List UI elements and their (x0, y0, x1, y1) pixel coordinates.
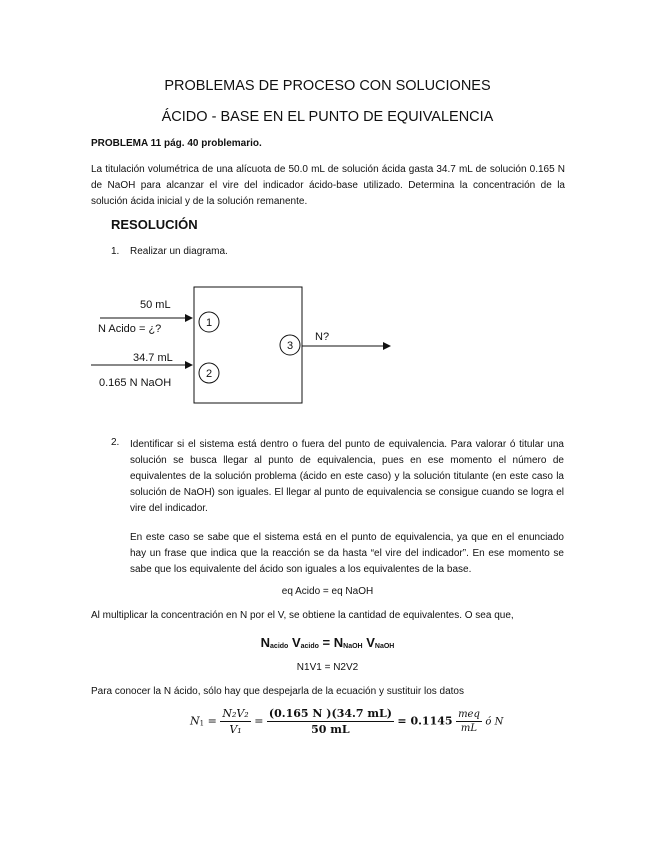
fraction-unit: $\frac{\text{meq}}{mL}$ (458, 709, 480, 734)
page-title-line-1: PROBLEMAS DE PROCESO CON SOLUCIONES (164, 78, 491, 94)
input-1-volume: 50 mL (140, 299, 171, 311)
resolution-heading: RESOLUCIÓN (111, 217, 198, 232)
input-1-label: N Acido = ¿? (98, 323, 162, 335)
input-2-volume: 34.7 mL (133, 352, 173, 364)
problem-label: PROBLEMA 11 pág. 40 problemario. (91, 138, 262, 149)
problem-statement: La titulación volumétrica de una alícuota de 50.0 mL de solución ácida gasta 34.7 mL de solución 0.165 N de NaOH para alcanzar el vire del indicador ácido-base utilizado. Determina la concentración de la solución ácida inicial y de la solución remanente. (91, 164, 565, 207)
stream-node-3-label: 3 (286, 340, 294, 352)
big-equation: $N_{acido}$ $V_{acido} = N_{NaOH}$ $V_{NaOH}$ (260, 635, 395, 650)
process-diagram (0, 270, 655, 420)
input-2-label: 0.165 N NaOH (99, 377, 172, 389)
multiply-text: Al multiplicar la concentración en N por el V, se obtiene la cantidad de equivalentes. O sea que, (91, 610, 514, 621)
step-2-paragraph-2: En este caso se sabe que el sistema está en el punto de equivalencia, ya que en el enunciado hay un frase que indica que la reacción se da hasta “el vire del indicador”. En ese momento se sabe que los equivalente del ácido son iguales a los equivalentes de la base. (130, 532, 564, 575)
step-1-number: 1. (111, 246, 120, 257)
step-2-paragraph-1: Identificar si el sistema está dentro o fuera del punto de equivalencia. Para valorar ó titular una solución se busca llegar al punto de equivalencia, pues en ese momento el número de equivalentes de la solución problema (ácido en este caso) y la solución titulante (en este caso la solución de NaOH) son iguales. El llegar al punto de equivalencia se consigue cuando se logra el vire del indicador. (130, 439, 564, 514)
step-1-text: Realizar un diagrama. (130, 246, 228, 257)
solve-text: Para conocer la N ácido, sólo hay que despejarla de la ecuación y sustituir los datos (91, 686, 464, 697)
stream-node-1-label: 1 (205, 317, 213, 329)
equivalence-equation: eq Acido = eq NaOH (281, 586, 374, 597)
n1v1-equation: N1V1 = N2V2 (296, 662, 359, 673)
page-title-line-2: ÁCIDO - BASE EN EL PUNTO DE EQUIVALENCIA (161, 109, 494, 125)
solution-formula: $N_1$ = $\frac{\text{N₂V₂}}{\text{V₁}}$ = $\frac{(0.165 N )(34.7 mL)}{50 mL}$ = 0.1145 $\frac{\text{meq}}{mL}$ ó N (190, 707, 504, 736)
output-label: N? (315, 331, 330, 343)
fraction-n2v2-over-v1: $\frac{\text{N₂V₂}}{\text{V₁}}$ (222, 707, 249, 736)
stream-node-2-label: 2 (205, 368, 213, 380)
step-2-number: 2. (111, 437, 120, 448)
fraction-substituted-values: $\frac{(0.165 N )(34.7 mL)}{50 mL}$ (268, 707, 392, 736)
